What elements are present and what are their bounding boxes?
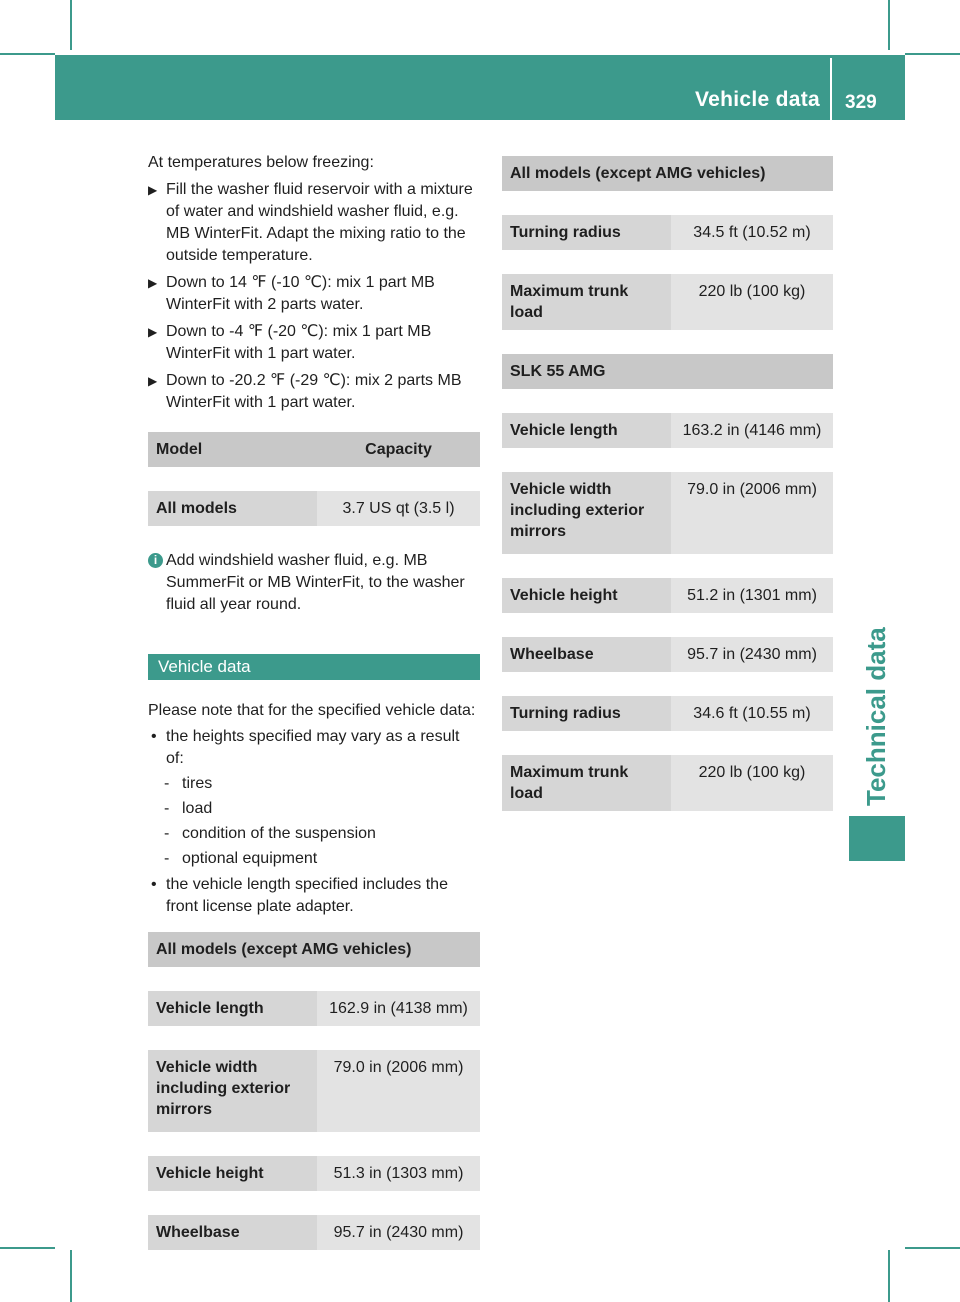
right-column bbox=[502, 154, 833, 813]
row-label: Maximum trunk load bbox=[502, 274, 671, 330]
dash-icon: - bbox=[164, 800, 170, 817]
row-value: 79.0 in (2006 mm) bbox=[671, 472, 833, 554]
capacity-table bbox=[148, 430, 480, 528]
crop-mark bbox=[0, 1247, 55, 1249]
all-models-table-dimensions bbox=[148, 930, 480, 1252]
instruction-step bbox=[148, 179, 480, 267]
crop-mark bbox=[905, 53, 960, 55]
table-title: SLK 55 AMG bbox=[502, 354, 833, 389]
row-value: 51.3 in (1303 mm) bbox=[317, 1156, 480, 1191]
arrow-icon: ▶ bbox=[148, 276, 158, 290]
crop-mark bbox=[888, 1250, 890, 1302]
row-label: Vehicle width including exterior mirrors bbox=[148, 1050, 317, 1132]
info-text: Add windshield washer fluid, e.g. MB SummerFit or MB WinterFit, to the washer fluid all year round. bbox=[166, 552, 465, 613]
crop-mark bbox=[888, 0, 890, 50]
page-number: 329 bbox=[845, 92, 877, 113]
dash-icon: - bbox=[164, 775, 170, 792]
sub-item-text: condition of the suspension bbox=[182, 825, 376, 842]
dash-icon: - bbox=[164, 825, 170, 842]
page-title: Vehicle data bbox=[695, 88, 820, 111]
row-label: All models bbox=[148, 491, 317, 526]
crop-mark bbox=[70, 0, 72, 50]
row-value: 79.0 in (2006 mm) bbox=[317, 1050, 480, 1132]
table-row bbox=[148, 491, 480, 526]
row-label: Maximum trunk load bbox=[502, 755, 671, 811]
row-label: Vehicle length bbox=[148, 991, 317, 1026]
table-row bbox=[148, 1215, 480, 1250]
all-models-table-turning bbox=[502, 154, 833, 332]
sub-list-item bbox=[148, 848, 480, 870]
info-note bbox=[148, 550, 480, 616]
bullet-icon: • bbox=[151, 876, 157, 893]
table-row bbox=[502, 696, 833, 731]
list-item bbox=[148, 726, 480, 770]
sub-list-item bbox=[148, 823, 480, 845]
table-row bbox=[148, 991, 480, 1026]
side-tab-block bbox=[849, 816, 905, 861]
list-item bbox=[148, 874, 480, 918]
section-heading-vehicle-data: Vehicle data bbox=[148, 654, 480, 680]
table-row bbox=[148, 1156, 480, 1191]
sub-list-item bbox=[148, 798, 480, 820]
row-label: Vehicle height bbox=[148, 1156, 317, 1191]
table-row bbox=[502, 637, 833, 672]
row-label: Vehicle width including exterior mirrors bbox=[502, 472, 671, 554]
row-value: 95.7 in (2430 mm) bbox=[317, 1215, 480, 1250]
row-value: 95.7 in (2430 mm) bbox=[671, 637, 833, 672]
table-row bbox=[502, 472, 833, 554]
bullet-text: the heights specified may vary as a result of: bbox=[166, 728, 460, 767]
vehicle-data-lead: Please note that for the specified vehicle data: bbox=[148, 702, 476, 719]
arrow-icon: ▶ bbox=[148, 374, 158, 388]
table-title: All models (except AMG vehicles) bbox=[502, 156, 833, 191]
table-row bbox=[502, 413, 833, 448]
table-row bbox=[502, 755, 833, 811]
row-label: Turning radius bbox=[502, 696, 671, 731]
arrow-icon: ▶ bbox=[148, 183, 158, 197]
instruction-step bbox=[148, 272, 480, 316]
row-label: Wheelbase bbox=[148, 1215, 317, 1250]
table-row bbox=[502, 578, 833, 613]
row-label: Turning radius bbox=[502, 215, 671, 250]
arrow-icon: ▶ bbox=[148, 325, 158, 339]
crop-mark bbox=[0, 53, 55, 55]
sub-item-text: tires bbox=[182, 775, 213, 792]
left-column bbox=[148, 152, 480, 1252]
row-label: Vehicle length bbox=[502, 413, 671, 448]
row-value: 34.6 ft (10.55 m) bbox=[671, 696, 833, 731]
instruction-step bbox=[148, 321, 480, 365]
bullet-text: the vehicle length specified includes the front license plate adapter. bbox=[166, 876, 448, 915]
step-text: Down to -4 ℉ (-20 ℃): mix 1 part MB WinterFit with 1 part water. bbox=[166, 323, 432, 362]
table-header-model: Model bbox=[148, 432, 317, 467]
row-label: Vehicle height bbox=[502, 578, 671, 613]
bullet-icon: • bbox=[151, 728, 157, 745]
row-value: 162.9 in (4138 mm) bbox=[317, 991, 480, 1026]
row-value: 3.7 US qt (3.5 l) bbox=[317, 491, 480, 526]
crop-mark bbox=[905, 1247, 960, 1249]
row-value: 220 lb (100 kg) bbox=[671, 274, 833, 330]
crop-mark bbox=[70, 1250, 72, 1302]
row-value: 163.2 in (4146 mm) bbox=[671, 413, 833, 448]
side-tab-label: Technical data bbox=[861, 627, 891, 806]
instruction-step bbox=[148, 370, 480, 414]
table-row bbox=[502, 274, 833, 330]
sub-item-text: load bbox=[182, 800, 213, 817]
dash-icon: - bbox=[164, 850, 170, 867]
table-header-capacity: Capacity bbox=[317, 432, 480, 467]
info-icon: i bbox=[148, 553, 163, 568]
header-separator bbox=[830, 58, 832, 120]
table-row bbox=[502, 215, 833, 250]
row-value: 34.5 ft (10.52 m) bbox=[671, 215, 833, 250]
step-text: Down to -20.2 ℉ (-29 ℃): mix 2 parts MB WinterFit with 1 part water. bbox=[166, 372, 462, 411]
table-title: All models (except AMG vehicles) bbox=[148, 932, 480, 967]
intro-lead: At temperatures below freezing: bbox=[148, 154, 374, 171]
slk-55-amg-table bbox=[502, 352, 833, 813]
step-text: Down to 14 ℉ (-10 ℃): mix 1 part MB WinterFit with 2 parts water. bbox=[166, 274, 435, 313]
table-row bbox=[148, 1050, 480, 1132]
step-text: Fill the washer fluid reservoir with a mixture of water and windshield washer fluid, e.g. MB WinterFit. Adapt the mixing ratio to the outside temperature. bbox=[166, 181, 473, 264]
sub-item-text: optional equipment bbox=[182, 850, 318, 867]
row-label: Wheelbase bbox=[502, 637, 671, 672]
row-value: 51.2 in (1301 mm) bbox=[671, 578, 833, 613]
sub-list-item bbox=[148, 773, 480, 795]
row-value: 220 lb (100 kg) bbox=[671, 755, 833, 811]
